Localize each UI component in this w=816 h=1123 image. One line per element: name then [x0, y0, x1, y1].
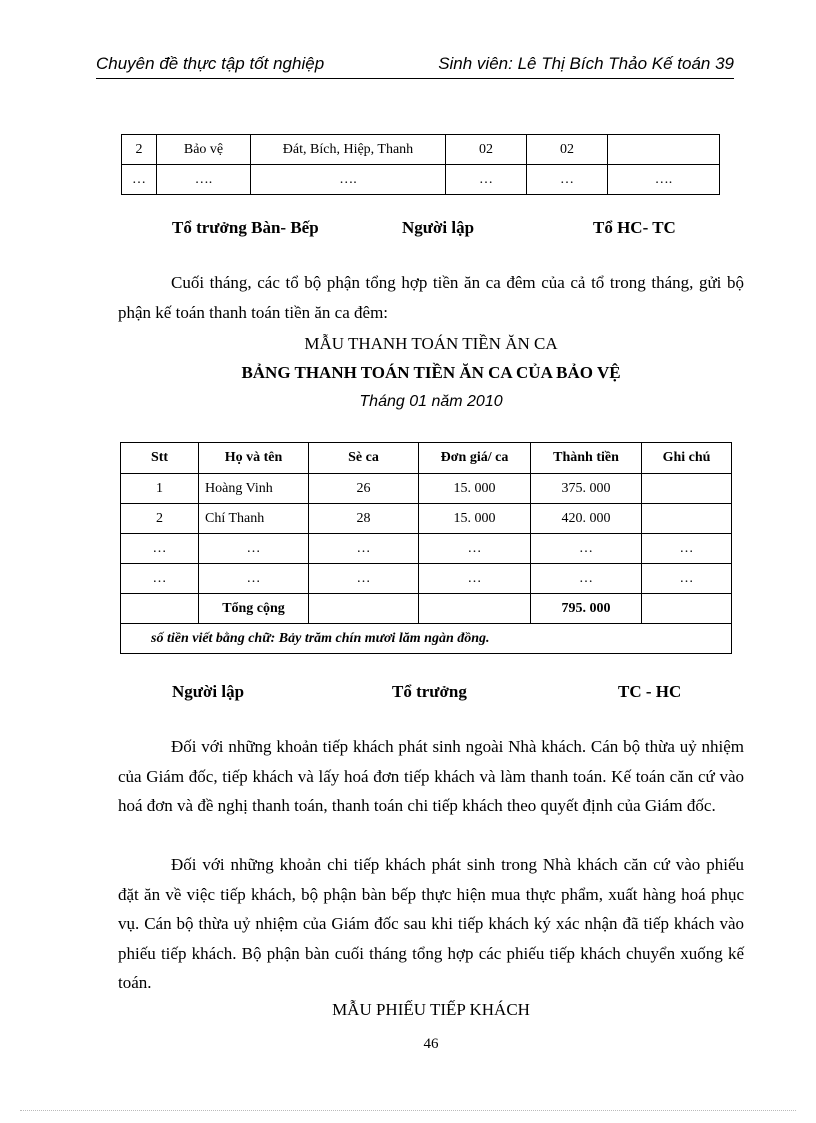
- table-cell: …: [309, 534, 419, 564]
- table-cell: Chí Thanh: [199, 504, 309, 534]
- guest-form-title: MẪU PHIẾU TIẾP KHÁCH: [332, 1000, 530, 1019]
- form-title: MẪU THANH TOÁN TIỀN ĂN CA: [304, 334, 558, 353]
- table-cell: 15. 000: [419, 504, 531, 534]
- signature-preparer-2: Người lập: [172, 682, 245, 701]
- table-cell: Hoàng Vinh: [199, 474, 309, 504]
- column-header: Thành tiền: [531, 443, 642, 474]
- table-cell: …: [446, 165, 527, 195]
- table-cell: [642, 504, 732, 534]
- table-cell: …: [121, 534, 199, 564]
- table-row: [122, 135, 720, 165]
- table-cell: 2: [121, 504, 199, 534]
- table-cell: …: [419, 564, 531, 594]
- signature-team-leader-2: Tổ trưởng: [392, 682, 467, 701]
- total-label: Tổng cộng: [199, 594, 309, 624]
- table-cell: [642, 594, 732, 624]
- table-cell: 1: [121, 474, 199, 504]
- table-cell: …: [122, 165, 157, 195]
- table-cell: 375. 000: [531, 474, 642, 504]
- table-cell: 26: [309, 474, 419, 504]
- table-cell: Bảo vệ: [157, 135, 251, 165]
- table-cell: …: [199, 564, 309, 594]
- table-header-row: [121, 443, 732, 474]
- table-cell: …: [309, 564, 419, 594]
- table-cell: [608, 135, 720, 165]
- signature-hc-tc: Tổ HC- TC: [593, 218, 676, 237]
- paragraph-external-guests: Đối với những khoản tiếp khách phát sinh ngoài Nhà khách. Cán bộ thừa uỷ nhiệm của Giám đốc, tiếp khách và lấy hoá đơn tiếp khách và làm thanh toán. Kế toán căn cứ vào hoá đơn và đề nghị thanh toán, thanh toán chi tiếp khách theo quyết định của Giám đốc.: [118, 737, 744, 815]
- column-header: Ghi chú: [642, 443, 732, 474]
- paragraph-internal-guests: Đối với những khoản chi tiếp khách phát sinh trong Nhà khách căn cứ vào phiếu đặt ăn về việc tiếp khách, bộ phận bàn bếp thực hiện mua thực phẩm, xuất hàng hoá phục vụ. Cán bộ thừa uỷ nhiệm của Giám đốc sau khi tiếp khách ký xác nhận đã tiếp khách vào phiếu tiếp khách. Bộ phận bàn cuối tháng tổng hợp các phiếu tiếp khách chuyển xuống kế toán.: [118, 855, 744, 992]
- table-cell: ….: [251, 165, 446, 195]
- table-cell: 420. 000: [531, 504, 642, 534]
- table-row: [121, 504, 732, 534]
- table-cell: 2: [122, 135, 157, 165]
- page-header: [96, 52, 734, 79]
- table-cell: 02: [527, 135, 608, 165]
- table-row: [121, 534, 732, 564]
- column-header: Đơn giá/ ca: [419, 443, 531, 474]
- table-cell: …: [527, 165, 608, 195]
- table-cell: …: [419, 534, 531, 564]
- header-right: Sinh viên: Lê Thị Bích Thảo Kế toán 39: [438, 54, 734, 73]
- table-row: [121, 564, 732, 594]
- table-cell: …: [531, 564, 642, 594]
- footer-divider: [20, 1110, 796, 1111]
- column-header: Họ và tên: [199, 443, 309, 474]
- table-cell: [419, 594, 531, 624]
- table-row: [121, 474, 732, 504]
- table-title: BẢNG THANH TOÁN TIỀN ĂN CA CỦA BẢO VỆ: [241, 363, 621, 382]
- amount-in-words: số tiền viết bằng chữ: Bảy trăm chín mươi lăm ngàn đồng.: [121, 624, 732, 654]
- table-cell: 28: [309, 504, 419, 534]
- table-cell: [309, 594, 419, 624]
- signature-preparer: Người lập: [402, 218, 475, 237]
- page-number: 46: [423, 1036, 439, 1052]
- table-cell: ….: [157, 165, 251, 195]
- signature-team-leader: Tổ trưởng Bàn- Bếp: [172, 218, 319, 237]
- table-cell: …: [531, 534, 642, 564]
- column-header: Sè ca: [309, 443, 419, 474]
- table-cell: 15. 000: [419, 474, 531, 504]
- table-cell: …: [642, 564, 732, 594]
- table-subtitle: Tháng 01 năm 2010: [359, 393, 503, 410]
- column-header: Stt: [121, 443, 199, 474]
- table-cell: Đát, Bích, Hiệp, Thanh: [251, 135, 446, 165]
- paragraph-summary: Cuối tháng, các tổ bộ phận tổng hợp tiền ăn ca đêm của cả tổ trong tháng, gửi bộ phận kế toán thanh toán tiền ăn ca đêm:: [118, 273, 744, 322]
- table-words-row: [121, 624, 732, 654]
- table-cell: 02: [446, 135, 527, 165]
- header-left: Chuyên đề thực tập tốt nghiệp: [96, 54, 325, 73]
- total-value: 795. 000: [531, 594, 642, 624]
- table-cell: …: [121, 564, 199, 594]
- table-cell: …: [199, 534, 309, 564]
- table-cell: [121, 594, 199, 624]
- duty-table: [121, 134, 720, 195]
- table-row: [122, 165, 720, 195]
- table-cell: [642, 474, 732, 504]
- table-cell: ….: [608, 165, 720, 195]
- table-cell: …: [642, 534, 732, 564]
- meal-payment-table: [120, 442, 732, 654]
- signature-tc-hc: TC - HC: [618, 682, 682, 701]
- table-total-row: [121, 594, 732, 624]
